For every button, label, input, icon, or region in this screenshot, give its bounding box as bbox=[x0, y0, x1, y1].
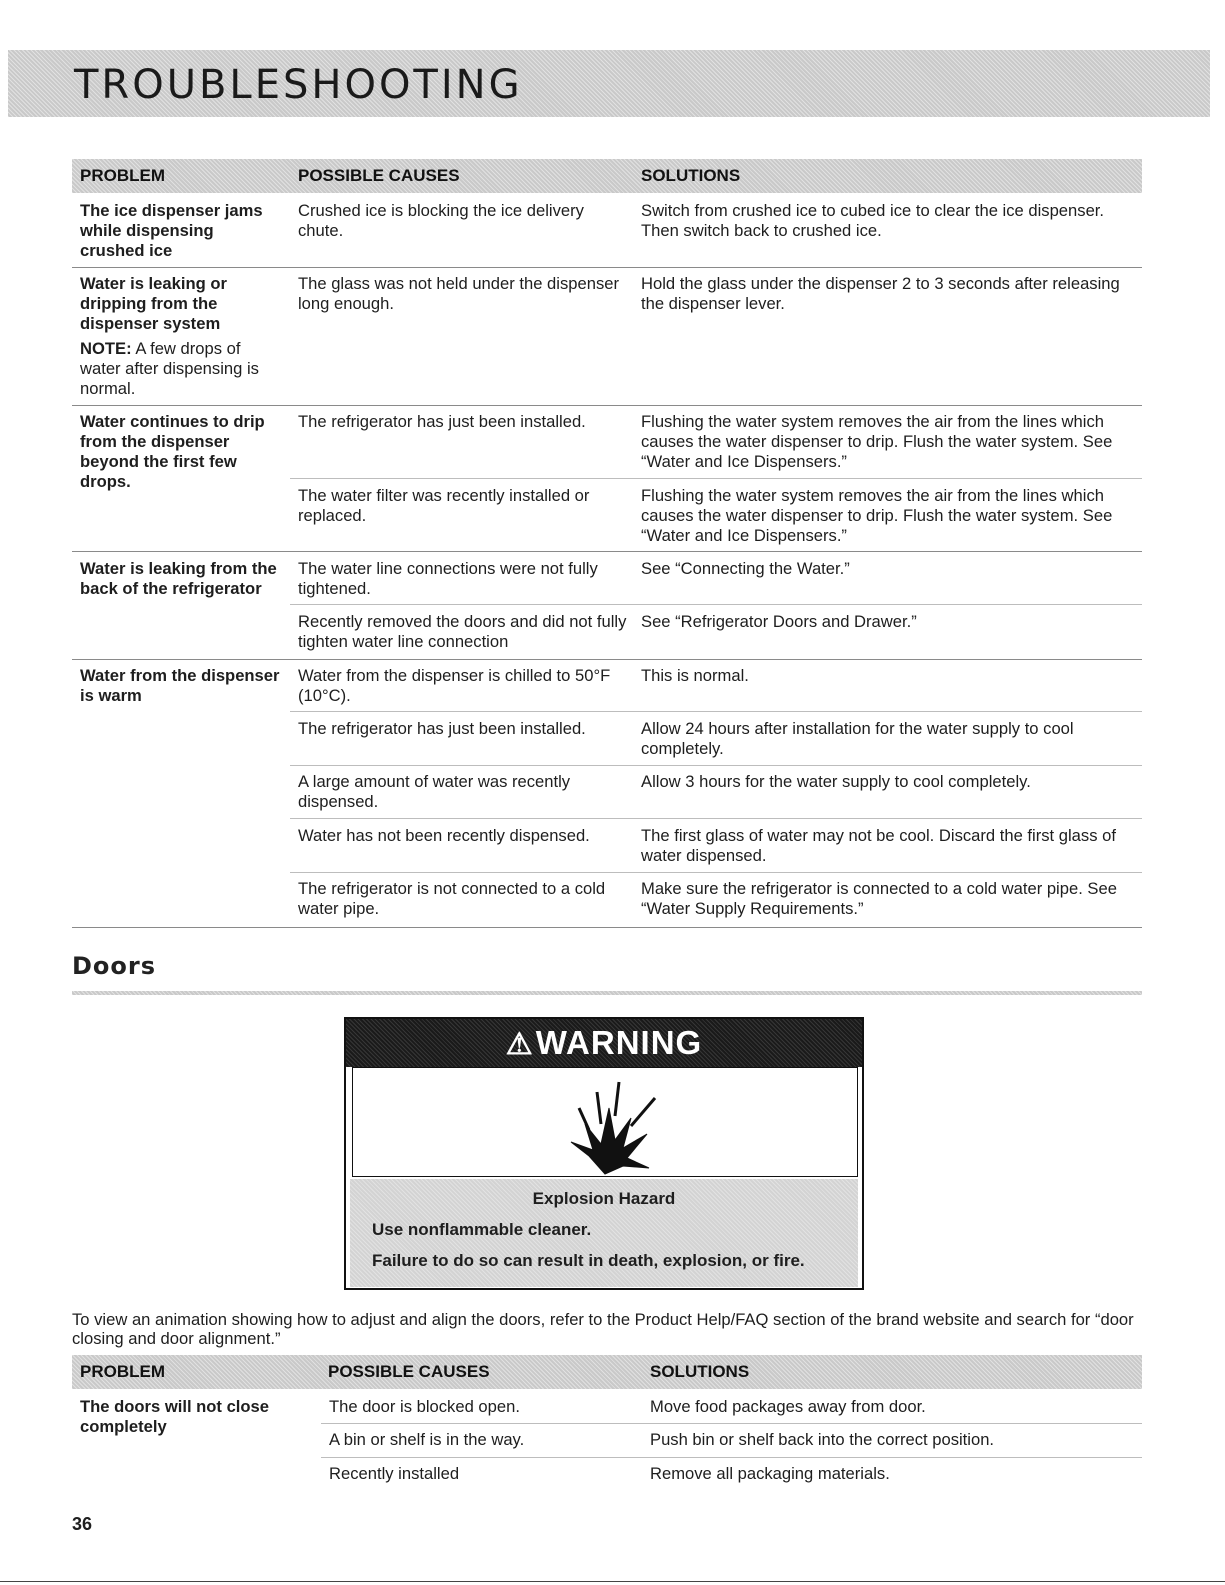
cause-cell: Crushed ice is blocking the ice delivery chute. bbox=[298, 201, 584, 240]
note-label: NOTE: bbox=[80, 339, 132, 358]
warning-consequence: Failure to do so can result in death, explosion, or fire. bbox=[372, 1251, 805, 1270]
cause-cell: Recently installed bbox=[329, 1464, 460, 1483]
warning-message bbox=[350, 1179, 858, 1287]
cause-divider bbox=[290, 478, 1142, 479]
solution-cell: Allow 3 hours for the water supply to cool completely. bbox=[641, 772, 1031, 791]
solution-cell: See “Refrigerator Doors and Drawer.” bbox=[641, 612, 917, 631]
cause-divider bbox=[290, 765, 1142, 766]
note-text: A few drops of water after dispensing is normal. bbox=[80, 339, 259, 398]
cause-divider bbox=[290, 872, 1142, 873]
solution-cell: Flushing the water system removes the air from the lines which causes the water dispenser to drip. Flush the water system. See “Water and Ice Dispensers.” bbox=[641, 412, 1113, 471]
cause-divider bbox=[290, 818, 1142, 819]
cause-divider bbox=[321, 1423, 1142, 1424]
cause-cell: The door is blocked open. bbox=[329, 1397, 520, 1416]
problem-cell: The doors will not close completely bbox=[80, 1397, 270, 1436]
page-title: TROUBLESHOOTING bbox=[74, 62, 523, 108]
page-bottom-rule bbox=[0, 1581, 1225, 1582]
row-divider bbox=[72, 405, 1142, 406]
table-header bbox=[72, 159, 1142, 193]
cause-cell: A large amount of water was recently dispensed. bbox=[298, 772, 571, 811]
cause-divider bbox=[290, 604, 1142, 605]
cause-divider bbox=[290, 711, 1142, 712]
solution-cell: This is normal. bbox=[641, 666, 749, 685]
title-banner bbox=[8, 50, 1210, 117]
hazard-name: Explosion Hazard bbox=[532, 1189, 676, 1208]
row-divider bbox=[72, 551, 1142, 552]
solution-cell: Flushing the water system removes the air from the lines which causes the water dispenser to drip. Flush the water system. See “Water and Ice Dispensers.” bbox=[641, 486, 1113, 545]
problem-column-header: PROBLEM bbox=[80, 166, 165, 185]
cause-cell: The glass was not held under the dispenser long enough. bbox=[298, 274, 620, 313]
table-header bbox=[72, 1355, 1142, 1389]
cause-cell: Water from the dispenser is chilled to 50°F (10°C). bbox=[298, 666, 611, 705]
solution-cell: Hold the glass under the dispenser 2 to 3 seconds after releasing the dispenser lever. bbox=[641, 274, 1120, 313]
problem-cell: The ice dispenser jams while dispensing crushed ice bbox=[80, 201, 263, 260]
solutions-column-header: SOLUTIONS bbox=[650, 1362, 750, 1381]
cause-cell: The refrigerator is not connected to a cold water pipe. bbox=[298, 879, 606, 918]
cause-cell: The refrigerator has just been installed. bbox=[298, 719, 586, 738]
cause-cell: Water has not been recently dispensed. bbox=[298, 826, 590, 845]
warning-instruction: Use nonflammable cleaner. bbox=[372, 1220, 592, 1239]
warning-title: WARNING bbox=[535, 1024, 703, 1061]
section-rule bbox=[72, 991, 1142, 995]
explosion-icon-area bbox=[352, 1067, 858, 1177]
warning-triangle-icon: ⚠ bbox=[505, 1028, 534, 1061]
cause-divider bbox=[321, 1457, 1142, 1458]
page-number: 36 bbox=[72, 1514, 93, 1534]
solution-cell: Move food packages away from door. bbox=[650, 1397, 926, 1416]
solution-cell: Push bin or shelf back into the correct position. bbox=[650, 1430, 995, 1449]
warning-banner bbox=[346, 1019, 862, 1067]
explosion-icon bbox=[353, 1068, 857, 1176]
section-heading: Doors bbox=[72, 952, 157, 980]
solution-cell: Allow 24 hours after installation for the water supply to cool completely. bbox=[641, 719, 1074, 758]
causes-column-header: POSSIBLE CAUSES bbox=[328, 1362, 490, 1381]
row-divider bbox=[72, 927, 1142, 928]
cause-cell: Recently removed the doors and did not fully tighten water line connection bbox=[298, 612, 627, 651]
cause-cell: A bin or shelf is in the way. bbox=[329, 1430, 525, 1449]
doors-intro-text: To view an animation showing how to adjust and align the doors, refer to the Product Help/FAQ section of the brand website and search for “door closing and door alignment.” bbox=[72, 1310, 1134, 1348]
cause-cell: The water line connections were not fully tightened. bbox=[298, 559, 598, 598]
solutions-column-header: SOLUTIONS bbox=[641, 166, 741, 185]
problem-cell: Water continues to drip from the dispenser beyond the first few drops. bbox=[80, 412, 265, 491]
cause-cell: The refrigerator has just been installed. bbox=[298, 412, 586, 431]
solution-cell: Switch from crushed ice to cubed ice to clear the ice dispenser. Then switch back to crushed ice. bbox=[641, 201, 1105, 240]
solution-cell: The first glass of water may not be cool. Discard the first glass of water dispensed. bbox=[641, 826, 1116, 865]
solution-cell: See “Connecting the Water.” bbox=[641, 559, 850, 578]
problem-cell: Water is leaking from the back of the refrigerator bbox=[80, 559, 277, 598]
row-divider bbox=[72, 267, 1142, 268]
problem-cell: Water from the dispenser is warm bbox=[80, 666, 280, 705]
problem-cell: Water is leaking or dripping from the dispenser system bbox=[80, 274, 227, 333]
solution-cell: Make sure the refrigerator is connected to a cold water pipe. See “Water Supply Requirements.” bbox=[641, 879, 1117, 918]
row-divider bbox=[72, 659, 1142, 660]
problem-column-header: PROBLEM bbox=[80, 1362, 165, 1381]
note-cell bbox=[80, 339, 280, 399]
causes-column-header: POSSIBLE CAUSES bbox=[298, 166, 460, 185]
warning-box bbox=[344, 1017, 864, 1290]
solution-cell: Remove all packaging materials. bbox=[650, 1464, 890, 1483]
cause-cell: The water filter was recently installed or replaced. bbox=[298, 486, 590, 525]
